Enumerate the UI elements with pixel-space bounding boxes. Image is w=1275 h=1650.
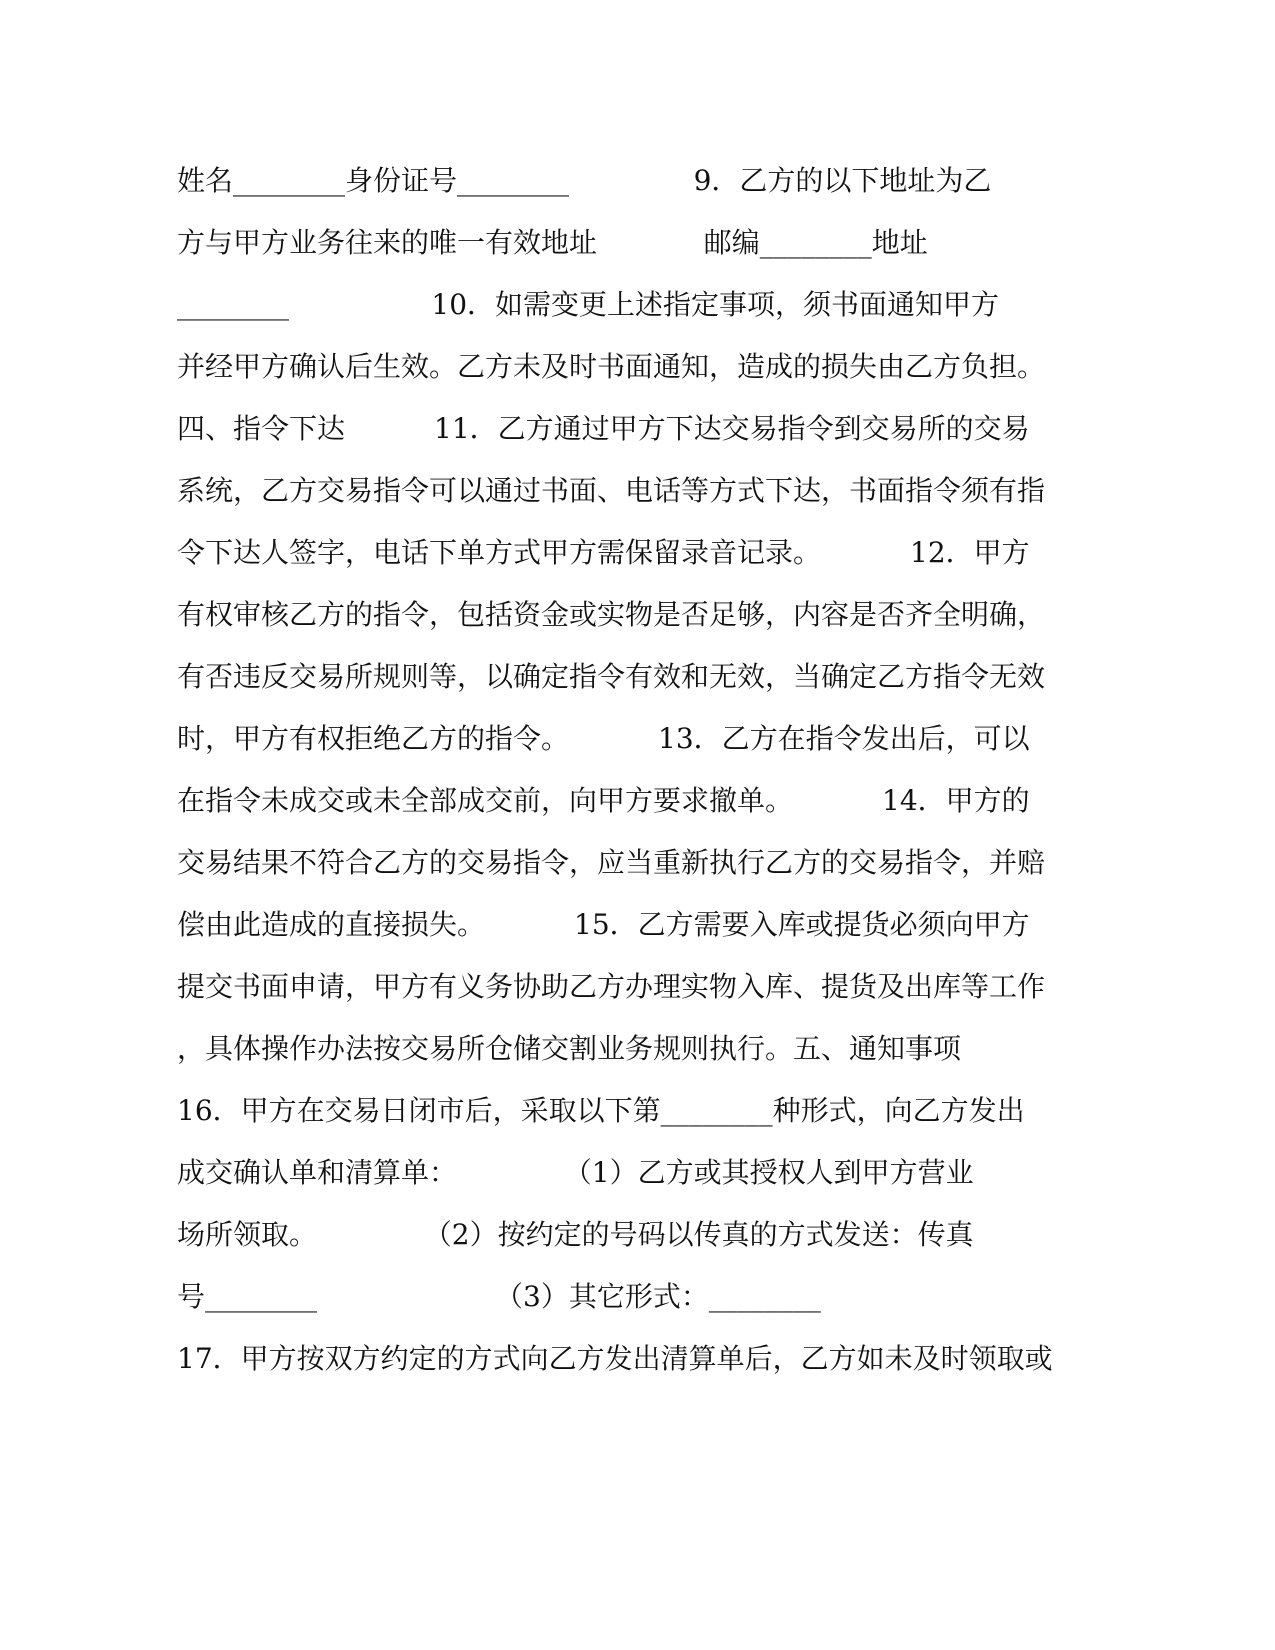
text-line: 场所领取。 （2）按约定的号码以传真的方式发送：传真 (177, 1218, 974, 1251)
text-line: 时，甲方有权拒绝乙方的指令。 13．乙方在指令发出后，可以 (177, 722, 1030, 755)
text-line: 在指令未成交或未全部成交前，向甲方要求撤单。 14．甲方的 (177, 784, 1030, 817)
text-line: 系统，乙方交易指令可以通过书面、电话等方式下达，书面指令须有指 (177, 474, 1046, 507)
text-line: 有权审核乙方的指令，包括资金或实物是否足够，内容是否齐全明确， (177, 598, 1046, 631)
text-line: ________ 10．如需变更上述指定事项，须书面通知甲方 (177, 288, 1000, 321)
text-line: 姓名________身份证号________ 9．乙方的以下地址为乙 (177, 164, 992, 197)
text-line: 17．甲方按双方约定的方式向乙方发出清算单后，乙方如未及时领取或 (177, 1342, 1053, 1375)
text-line: ，具体操作办法按交易所仓储交割业务规则执行。五、通知事项 (177, 1032, 962, 1065)
text-line: 提交书面申请，甲方有义务协助乙方办理实物入库、提货及出库等工作 (177, 970, 1046, 1003)
text-line: 成交确认单和清算单： （1）乙方或其授权人到甲方营业 (177, 1156, 974, 1189)
text-line: 四、指令下达 11．乙方通过甲方下达交易指令到交易所的交易 (177, 412, 1030, 445)
text-line: 交易结果不符合乙方的交易指令，应当重新执行乙方的交易指令，并赔 (177, 846, 1046, 879)
text-line: 并经甲方确认后生效。乙方未及时书面通知，造成的损失由乙方负担。 (177, 350, 1046, 383)
text-line: 令下达人签字，电话下单方式甲方需保留录音记录。 12．甲方 (177, 536, 1030, 569)
text-line: 偿由此造成的直接损失。 15．乙方需要入库或提货必须向甲方 (177, 908, 1030, 941)
text-line: 号________ （3）其它形式：________ (177, 1280, 821, 1313)
text-line: 有否违反交易所规则等，以确定指令有效和无效，当确定乙方指令无效 (177, 660, 1046, 693)
contract-body-text (177, 150, 1057, 1390)
text-line: 方与甲方业务往来的唯一有效地址 邮编________地址 (177, 226, 928, 259)
text-line: 16．甲方在交易日闭市后，采取以下第________种形式，向乙方发出 (177, 1094, 1025, 1127)
